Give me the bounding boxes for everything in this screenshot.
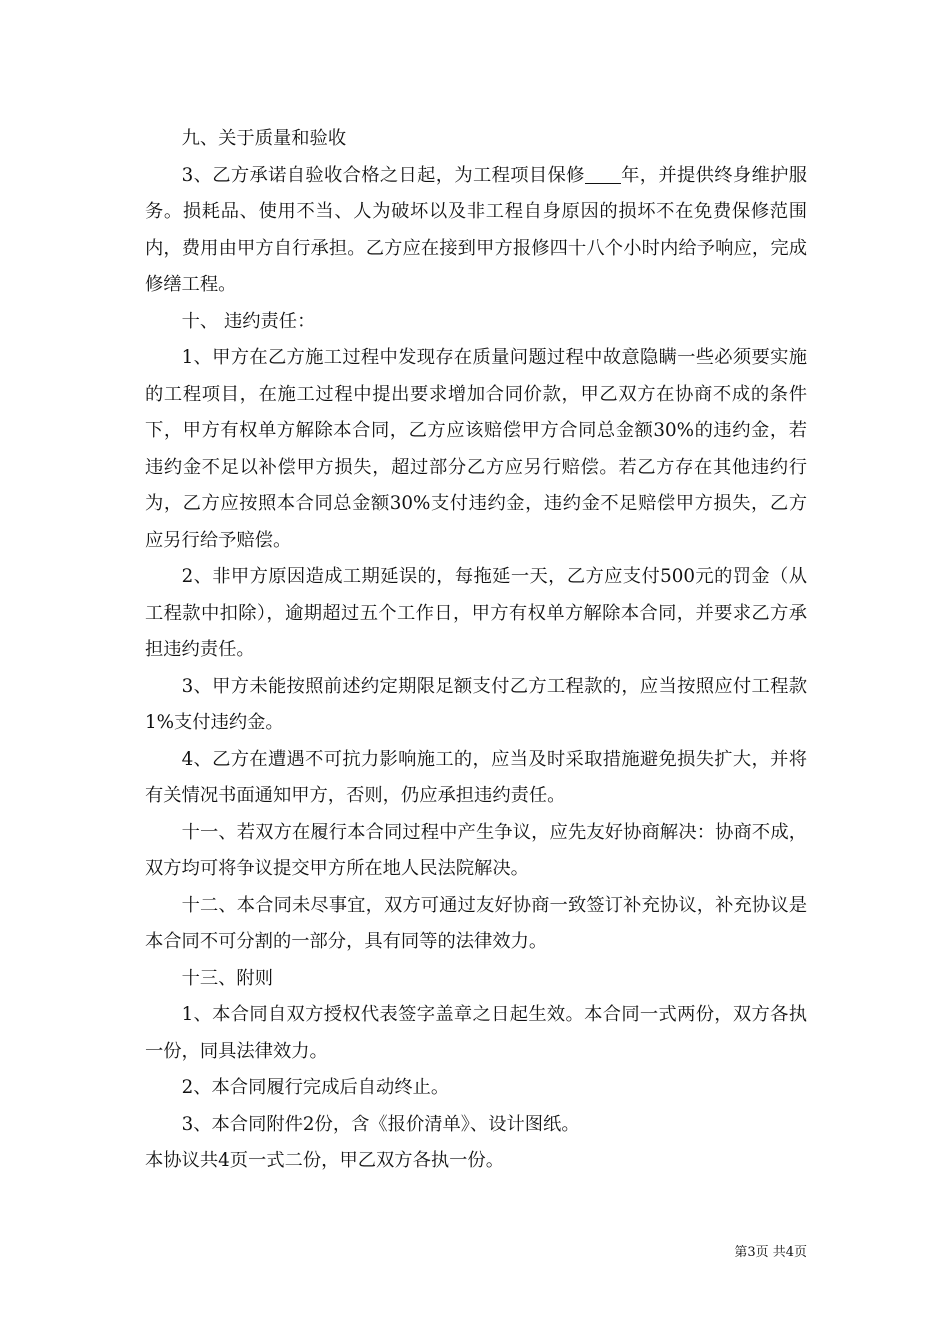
section-9-title: 九、关于质量和验收 [181, 128, 347, 149]
section-13-title: 十三、附则 [181, 967, 273, 989]
section-13-paragraph-3: 3、本合同附件2份，含《报价清单》、设计图纸。 [181, 1113, 580, 1135]
section-13-paragraph-1: 1、本合同自双方授权代表签字盖章之日起生效。本合同一式两份，双方各执一份，同具法律效力。 [145, 1004, 807, 1062]
section-13-paragraph-2: 2、本合同履行完成后自动终止。 [181, 1077, 450, 1098]
blank-fill-line [585, 164, 621, 183]
document-body [145, 121, 807, 1180]
section-9-paragraph-3 [145, 158, 807, 304]
closing-statement: 本协议共4页一式二份，甲乙双方各执一份。 [145, 1150, 504, 1171]
section-10-title: 十、 违约责任： [181, 310, 316, 332]
section-12: 十二、本合同未尽事宜，双方可通过友好协商一致签订补充协议，补充协议是本合同不可分割的一部分，具有同等的法律效力。 [145, 894, 807, 952]
paragraph-text: 3、乙方承诺自验收合格之日起，为工程项目保修 [181, 164, 585, 186]
section-10-paragraph-3: 3、甲方未能按照前述约定期限足额支付乙方工程款的，应当按照应付工程款1%支付违约金。 [145, 675, 807, 733]
section-10-paragraph-1: 1、甲方在乙方施工过程中发现存在质量问题过程中故意隐瞒一些必须要实施的工程项目，在施工过程中提出要求增加合同价款，甲乙双方在协商不成的条件下，甲方有权单方解除本合同，乙方应该赔偿甲方合同总金额30%的违约金，若违约金不足以补偿甲方损失，超过部分乙方应另行赔偿。若乙方存在其他违约行为，乙方应按照本合同总金额30%支付违约金，违约金不足赔偿甲方损失，乙方应另行给予赔偿。 [145, 347, 807, 551]
paragraph-text: 年，并提供终身维护服务。损耗品、使用不当、人为破坏以及非工程自身原因的损坏不在免费保修范围内，费用由甲方自行承担。乙方应在接到甲方报修四十八个小时内给予响应，完成修缮工程。 [145, 164, 807, 295]
page-number-footer: 第3页 共4页 [734, 1245, 807, 1260]
section-11: 十一、若双方在履行本合同过程中产生争议，应先友好协商解决：协商不成，双方均可将争议提交甲方所在地人民法院解决。 [145, 821, 807, 879]
section-10-paragraph-2: 2、非甲方原因造成工期延误的，每拖延一天，乙方应支付500元的罚金（从工程款中扣除），逾期超过五个工作日，甲方有权单方解除本合同，并要求乙方承担违约责任。 [145, 566, 807, 660]
section-10-paragraph-4: 4、乙方在遭遇不可抗力影响施工的，应当及时采取措施避免损失扩大，并将有关情况书面通知甲方，否则，仍应承担违约责任。 [145, 748, 807, 806]
